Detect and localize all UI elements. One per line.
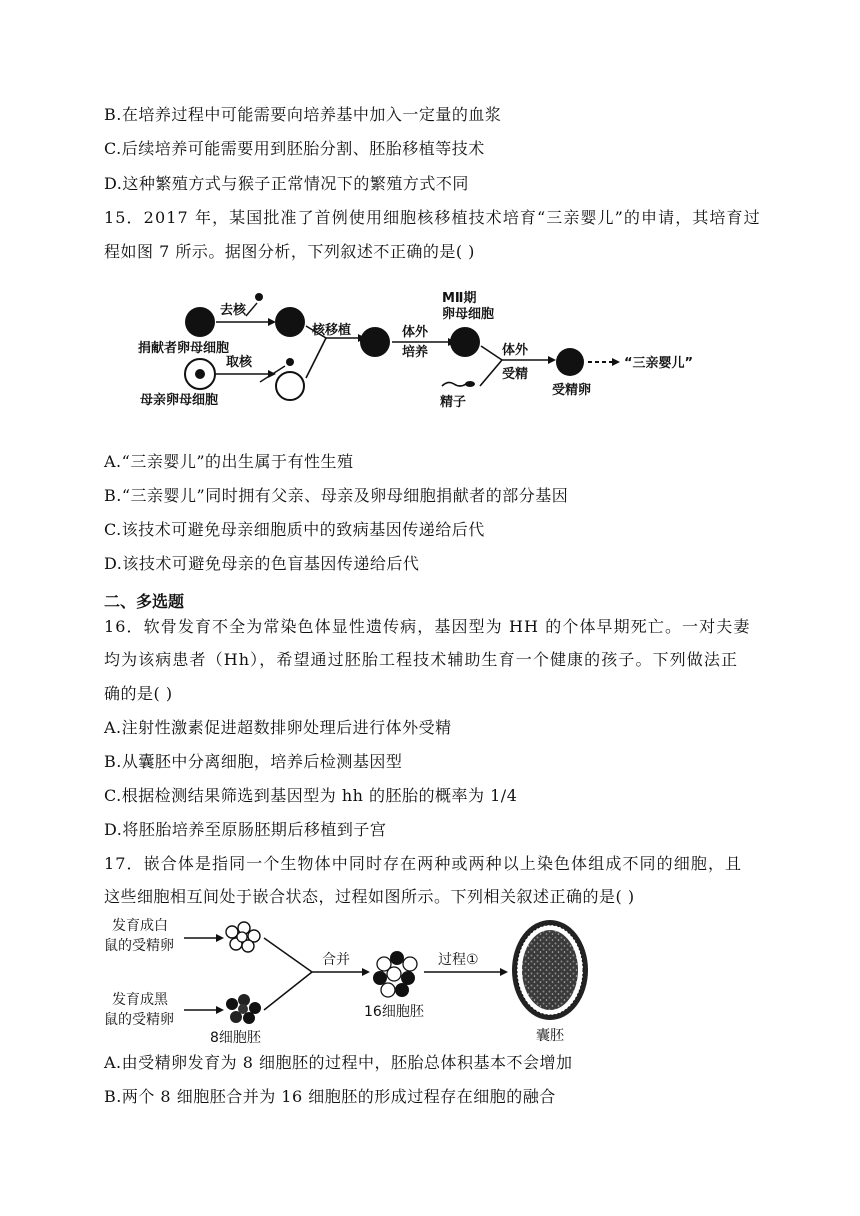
q15-option-b: B.“三亲婴儿”同时拥有父亲、母亲及卵母细胞捐献者的部分基因	[104, 486, 569, 505]
q14-option-b: B.在培养过程中可能需要向培养基中加入一定量的血浆	[104, 105, 502, 124]
q17-figure	[104, 912, 624, 1050]
q16-stem-line2: 均为该病患者（Hh），希望通过胚胎工程技术辅助生育一个健康的孩子。下列做法正	[104, 650, 739, 669]
zygote	[556, 348, 584, 376]
q16-option-b: B.从囊胚中分离细胞，培养后检测基因型	[104, 752, 403, 771]
q14-option-c: C.后续培养可能需要用到胚胎分割、胚胎移植等技术	[104, 139, 485, 158]
black-8-cell-embryo	[226, 994, 261, 1024]
q17-option-a: A.由受精卵发育为 8 细胞胚的过程中，胚胎总体积基本不会增加	[104, 1053, 573, 1072]
enucleated-oocyte	[275, 307, 305, 337]
q15-option-a: A.“三亲婴儿”的出生属于有性生殖	[104, 452, 354, 471]
q16-option-d: D.将胚胎培养至原肠胚期后移植到子宫	[104, 820, 387, 839]
fertilization-2: 受精	[502, 367, 529, 382]
black-mouse-zygote-line2: 鼠的受精卵	[104, 1012, 174, 1028]
process-one-label: 过程①	[438, 952, 479, 968]
sixteen-cell-embryo	[373, 951, 417, 997]
in-vitro-culture-2: 培养	[402, 345, 429, 360]
q17-option-b: B.两个 8 细胞胚合并为 16 细胞胚的形成过程存在细胞的融合	[104, 1087, 556, 1106]
sixteen-cell-label: 16细胞胚	[364, 1004, 424, 1020]
donor-oocyte-label: 捐献者卵母细胞	[138, 341, 230, 356]
white-mouse-zygote-line2: 鼠的受精卵	[104, 938, 174, 954]
blastocyst-label: 囊胚	[536, 1028, 564, 1044]
reconstructed-oocyte	[360, 327, 390, 357]
merge-label: 合并	[322, 952, 350, 968]
eight-cell-embryo-label: 8细胞胚	[210, 1030, 261, 1046]
q15-option-d: D.该技术可避免母亲的色盲基因传递给后代	[104, 554, 420, 573]
sperm-icon	[442, 382, 466, 386]
three-parent-baby-label: “三亲婴儿”	[624, 356, 694, 371]
zygote-label: 受精卵	[552, 383, 592, 398]
q17-stem-line2: 这些细胞相互间处于嵌合状态，过程如图所示。下列相关叙述正确的是( )	[104, 887, 635, 906]
q15-stem-line1: 15．2017 年，某国批准了首例使用细胞核移植技术培育“三亲婴儿”的申请，其培育过	[104, 208, 761, 227]
blastocyst	[512, 920, 588, 1020]
remove-nucleus-top: 去核	[220, 303, 247, 318]
section-title-multiple-choice: 二、多选题	[104, 592, 185, 611]
nuclear-transfer-label: 核移植	[312, 323, 352, 338]
mother-oocyte-label: 母亲卵母细胞	[140, 393, 219, 408]
fertilization-1: 体外	[502, 343, 529, 358]
black-mouse-zygote-line1: 发育成黑	[112, 992, 168, 1008]
q17-stem-line1: 17．嵌合体是指同一个生物体中同时存在两种或两种以上染色体组成不同的细胞，且	[104, 854, 743, 873]
empty-oocyte	[276, 372, 304, 400]
in-vitro-culture-1: 体外	[402, 325, 429, 340]
donor-oocyte	[185, 307, 215, 337]
sperm-label: 精子	[440, 395, 467, 410]
q16-option-a: A.注射性激素促进超数排卵处理后进行体外受精	[104, 718, 452, 737]
q16-option-c: C.根据检测结果筛选到基因型为 hh 的胚胎的概率为 1/4	[104, 786, 518, 805]
mii-oocyte	[450, 327, 480, 357]
take-nucleus-label: 取核	[226, 355, 253, 370]
q15-stem-line2: 程如图 7 所示。据图分析，下列叙述不正确的是( )	[104, 242, 475, 261]
q16-stem-line1: 16．软骨发育不全为常染色体显性遗传病，基因型为 HH 的个体早期死亡。一对夫妻	[104, 617, 751, 636]
q14-option-d: D.这种繁殖方式与猴子正常情况下的繁殖方式不同	[104, 174, 469, 193]
q15-figure	[130, 282, 760, 442]
q16-stem-line3: 确的是( )	[104, 684, 173, 703]
mii-label-1: MⅡ期	[442, 291, 477, 306]
white-mouse-zygote-line1: 发育成白	[112, 918, 168, 934]
q15-option-c: C.该技术可避免母亲细胞质中的致病基因传递给后代	[104, 520, 485, 539]
white-8-cell-embryo	[226, 922, 260, 952]
mii-label-2: 卵母细胞	[442, 307, 495, 322]
